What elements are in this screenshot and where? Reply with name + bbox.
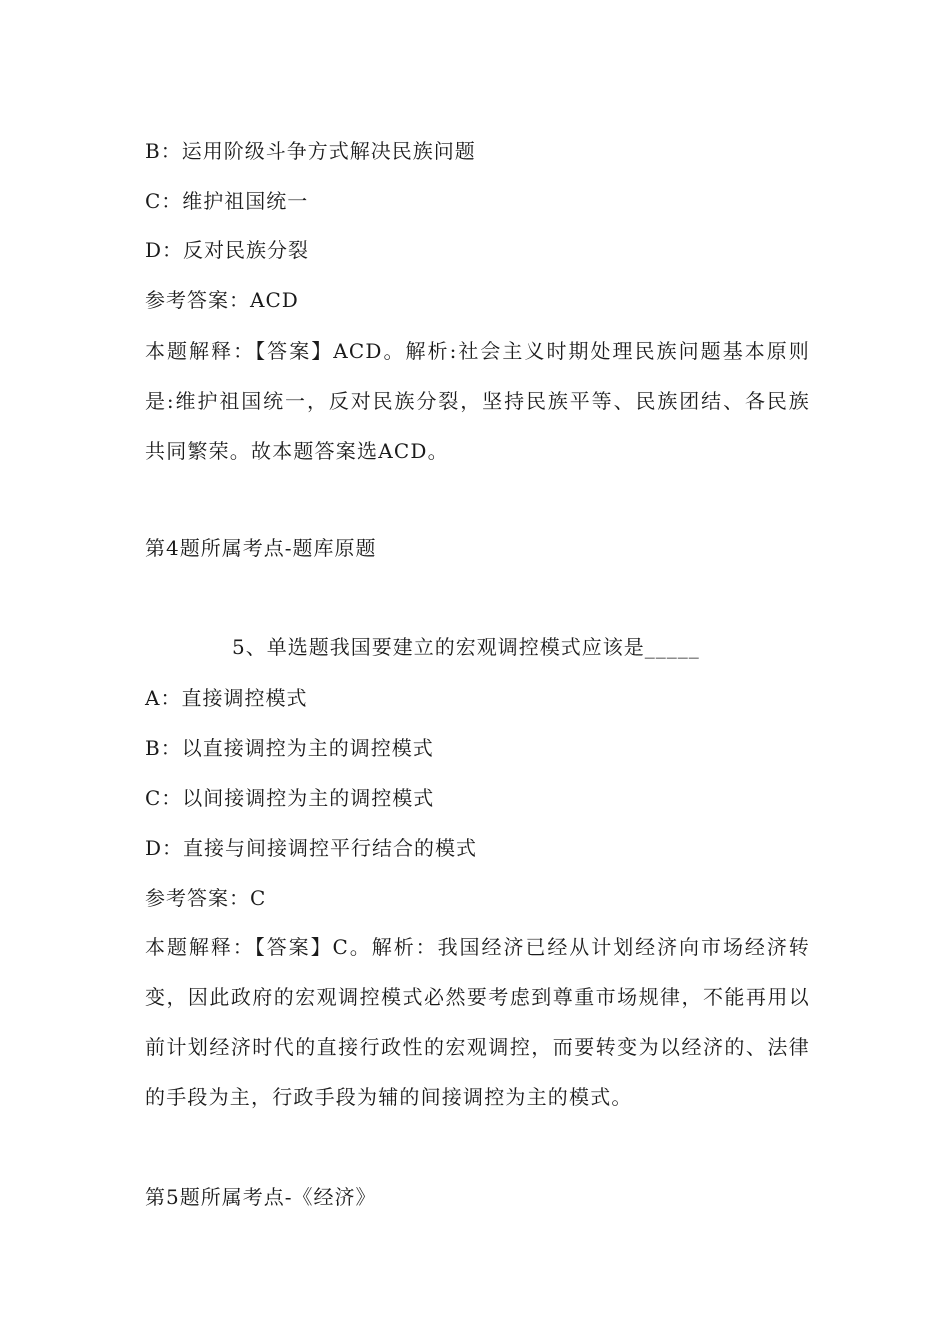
q4-option-b: B：运用阶级斗争方式解决民族问题 (145, 139, 476, 163)
q5-option-a: A：直接调控模式 (145, 686, 308, 710)
q5-topic: 第5题所属考点-《经济》 (145, 1185, 377, 1209)
q5-option-d: D：直接与间接调控平行结合的模式 (145, 836, 478, 860)
q5-answer: 参考答案：C (145, 886, 267, 910)
q5-question: 5、单选题我国要建立的宏观调控模式应该是_____ (232, 635, 700, 659)
q4-answer: 参考答案：ACD (145, 288, 299, 312)
q5-option-b: B：以直接调控为主的调控模式 (145, 736, 434, 760)
q4-option-d: D：反对民族分裂 (145, 238, 310, 262)
q5-explanation: 本题解释：【答案】C。解析：我国经济已经从计划经济向市场经济转变，因此政府的宏观调控模式必然要考虑到尊重市场规律，不能再用以前计划经济时代的直接行政性的宏观调控，而要转变为以经济的、法律的手段为主，行政手段为辅的间接调控为主的模式。 (145, 935, 810, 1109)
q5-option-c: C：以间接调控为主的调控模式 (145, 786, 435, 810)
q4-explanation: 本题解释：【答案】ACD。解析:社会主义时期处理民族问题基本原则是:维护祖国统一，反对民族分裂，坚持民族平等、民族团结、各民族共同繁荣。故本题答案选ACD。 (145, 339, 810, 463)
q4-option-c: C：维护祖国统一 (145, 189, 309, 213)
q4-topic: 第4题所属考点-题库原题 (145, 536, 377, 560)
